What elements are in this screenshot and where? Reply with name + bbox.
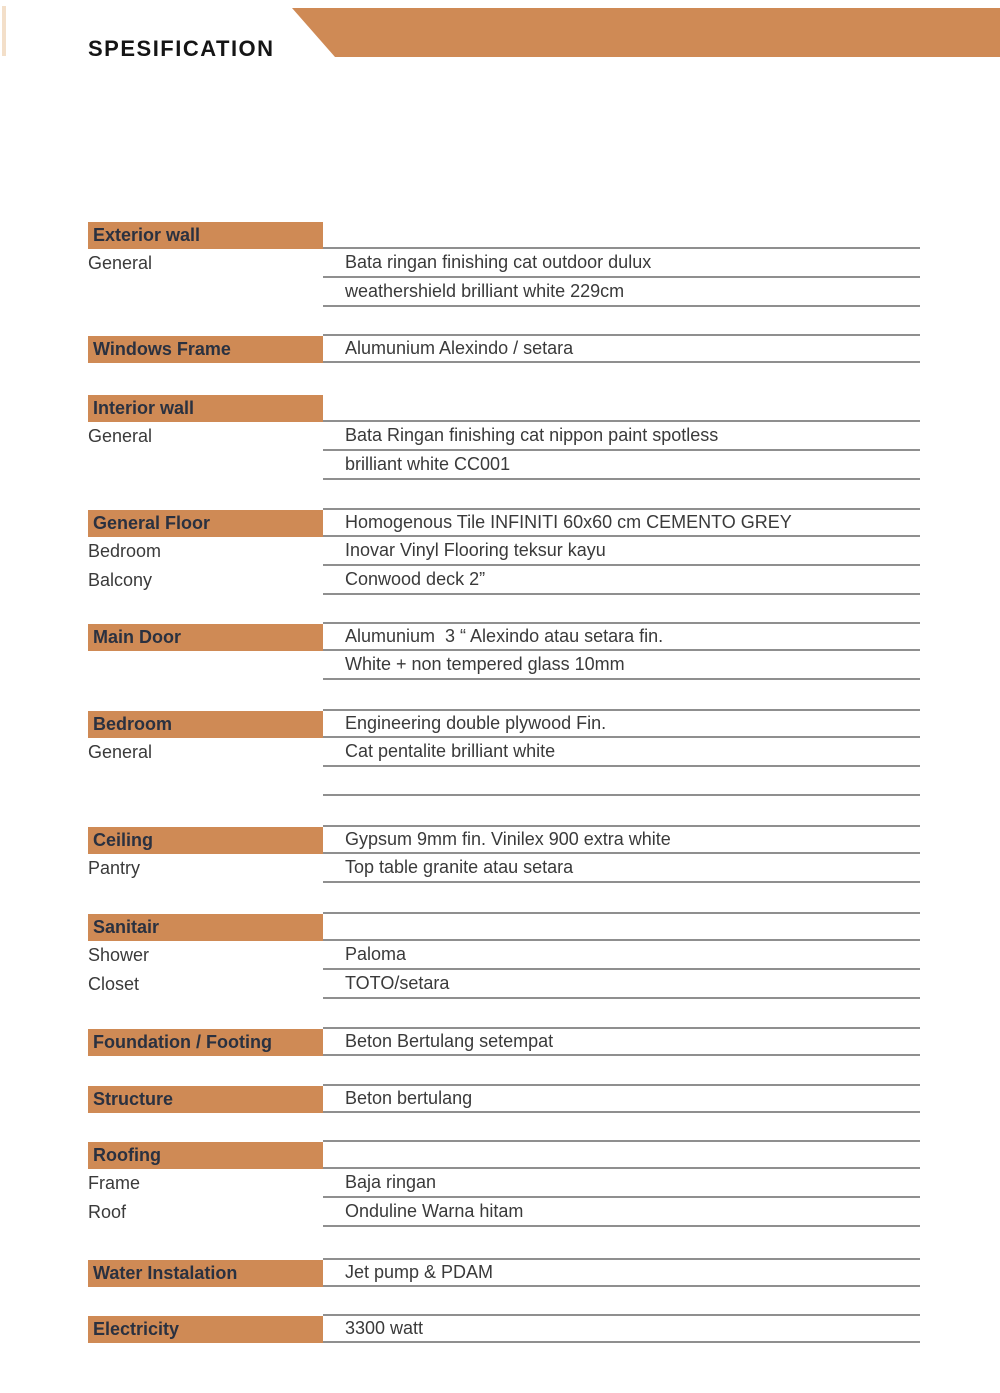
section — [88, 222, 920, 307]
section — [88, 622, 920, 680]
table-row — [88, 1169, 920, 1198]
section-header-row — [88, 1314, 920, 1343]
section-header-value: Homogenous Tile INFINITI 60x60 cm CEMENTO GREY — [323, 508, 920, 537]
section-header-box: Electricity — [88, 1316, 323, 1343]
section-header-box: Windows Frame — [88, 336, 323, 363]
row-label: General — [88, 426, 153, 446]
table-row — [88, 537, 920, 566]
table-row — [88, 854, 920, 883]
row-value: Baja ringan — [323, 1169, 920, 1198]
table-row — [88, 738, 920, 767]
section-header-value: Jet pump & PDAM — [323, 1258, 920, 1287]
section-header-box: Structure — [88, 1086, 323, 1113]
table-row — [88, 767, 920, 796]
section-header-box: Water Instalation — [88, 1260, 323, 1287]
section-header-row — [88, 395, 920, 422]
section — [88, 1314, 920, 1343]
row-label — [88, 278, 323, 307]
row-value: Paloma — [323, 941, 920, 970]
section-header-value: Alumunium 3 “ Alexindo atau setara fin. — [323, 622, 920, 651]
row-label — [88, 451, 323, 480]
section-header-row — [88, 1084, 920, 1113]
row-value: TOTO/setara — [323, 970, 920, 999]
section — [88, 709, 920, 796]
section-header-row — [88, 912, 920, 941]
table-row — [88, 941, 920, 970]
section-header-box: Interior wall — [88, 395, 323, 422]
section-header-row — [88, 1140, 920, 1169]
section — [88, 334, 920, 363]
section — [88, 1140, 920, 1227]
section-header-box: Main Door — [88, 624, 323, 651]
table-row — [88, 1198, 920, 1227]
row-label: Pantry — [88, 858, 141, 878]
row-value: White + non tempered glass 10mm — [323, 651, 920, 680]
section-header-box: Foundation / Footing — [88, 1029, 323, 1056]
row-label: Roof — [88, 1202, 127, 1222]
table-row — [88, 451, 920, 480]
section — [88, 1084, 920, 1113]
section-header-box: Roofing — [88, 1142, 323, 1169]
section — [88, 1027, 920, 1056]
section-header-row — [88, 222, 920, 249]
row-label: General — [88, 742, 153, 762]
section-header-value: Alumunium Alexindo / setara — [323, 334, 920, 363]
row-value: Conwood deck 2” — [323, 566, 920, 595]
page-edge-accent — [2, 6, 6, 56]
row-value — [323, 767, 920, 796]
section — [88, 825, 920, 883]
row-label — [88, 651, 323, 680]
section-header-box: Bedroom — [88, 711, 323, 738]
section-header-row — [88, 334, 920, 363]
section-header-box: Sanitair — [88, 914, 323, 941]
section-header-row — [88, 709, 920, 738]
section — [88, 508, 920, 595]
section-header-box: Exterior wall — [88, 222, 323, 249]
row-value: Cat pentalite brilliant white — [323, 738, 920, 767]
section-header-value — [323, 222, 920, 249]
row-value: Bata ringan finishing cat outdoor dulux — [323, 249, 920, 278]
row-value: brilliant white CC001 — [323, 451, 920, 480]
row-label — [88, 767, 323, 796]
header-banner-shape — [292, 8, 1000, 57]
section-header-box: General Floor — [88, 510, 323, 537]
row-value: Onduline Warna hitam — [323, 1198, 920, 1227]
row-value: Inovar Vinyl Flooring teksur kayu — [323, 537, 920, 566]
row-label: Shower — [88, 945, 150, 965]
section-header-row — [88, 1027, 920, 1056]
section-header-row — [88, 508, 920, 537]
row-value: Bata Ringan finishing cat nippon paint spotless — [323, 422, 920, 451]
section-header-value: Engineering double plywood Fin. — [323, 709, 920, 738]
page-title: SPESIFICATION — [88, 36, 275, 61]
section — [88, 1258, 920, 1287]
row-label: General — [88, 253, 153, 273]
table-row — [88, 249, 920, 278]
section-header-row — [88, 622, 920, 651]
row-value: weathershield brilliant white 229cm — [323, 278, 920, 307]
row-label: Closet — [88, 974, 140, 994]
row-label: Bedroom — [88, 541, 162, 561]
row-value: Top table granite atau setara — [323, 854, 920, 883]
table-row — [88, 651, 920, 680]
table-row — [88, 970, 920, 999]
table-row — [88, 278, 920, 307]
row-label: Frame — [88, 1173, 141, 1193]
row-label: Balcony — [88, 570, 153, 590]
section-header-value: 3300 watt — [323, 1314, 920, 1343]
section-header-value — [323, 912, 920, 941]
section-header-row — [88, 825, 920, 854]
section-header-value: Beton Bertulang setempat — [323, 1027, 920, 1056]
section-header-row — [88, 1258, 920, 1287]
section-header-value — [323, 1140, 920, 1169]
section — [88, 395, 920, 480]
section-header-value: Gypsum 9mm fin. Vinilex 900 extra white — [323, 825, 920, 854]
section-header-value — [323, 395, 920, 422]
section — [88, 912, 920, 999]
table-row — [88, 422, 920, 451]
section-header-box: Ceiling — [88, 827, 323, 854]
table-row — [88, 566, 920, 595]
section-header-value: Beton bertulang — [323, 1084, 920, 1113]
